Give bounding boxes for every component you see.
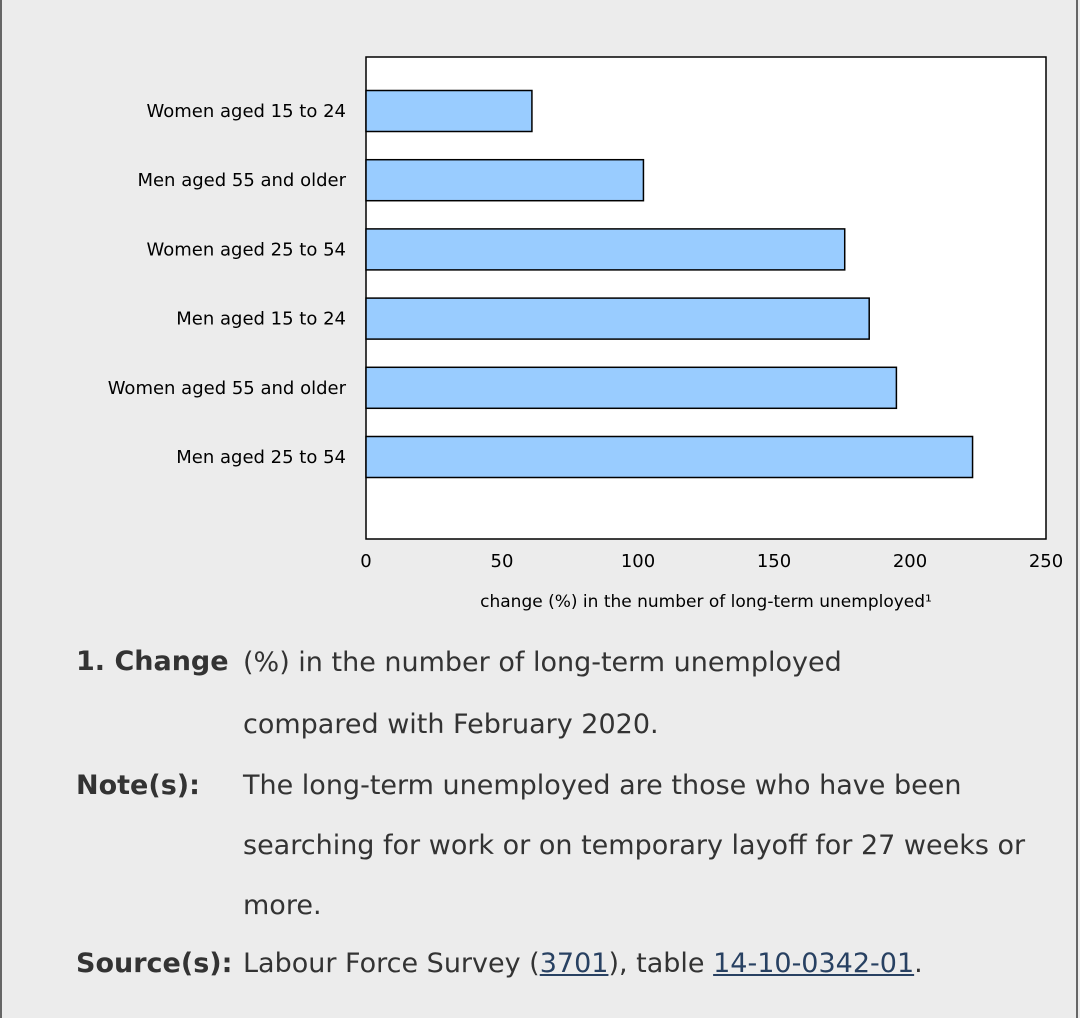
notes-text: The long-term unemployed are those who have been searching for work or on temporary layoff for 27 weeks or more. <box>243 770 1026 921</box>
x-tick-label: 50 <box>490 551 514 572</box>
source-prefix: Labour Force Survey ( <box>243 948 540 979</box>
x-tick-label: 150 <box>756 551 792 572</box>
source-text <box>243 934 1036 994</box>
survey-3701-link[interactable]: 3701 <box>539 948 609 979</box>
bar-4 <box>366 367 896 408</box>
x-tick-label: 0 <box>360 551 372 572</box>
category-label: Women aged 15 to 24 <box>146 101 346 122</box>
source-suffix: . <box>914 948 923 979</box>
source-label: Source(s): <box>76 948 233 979</box>
footnote-1-line1: (%) in the number of long-term unemployed <box>243 647 842 678</box>
x-tick-label: 250 <box>1028 551 1064 572</box>
category-label: Men aged 25 to 54 <box>176 447 346 468</box>
table-14-10-0342-01-link[interactable]: 14-10-0342-01 <box>713 948 915 979</box>
bar-3 <box>366 298 869 339</box>
footnote-1-text <box>243 632 1036 756</box>
source-row <box>76 934 1036 994</box>
notes-row <box>76 756 1036 936</box>
footnote-1-label: 1. Change <box>76 646 229 677</box>
category-label: Women aged 55 and older <box>107 377 346 399</box>
bar-1 <box>366 160 643 201</box>
x-tick-label: 200 <box>892 551 928 572</box>
bar-0 <box>366 91 532 132</box>
chart-notes <box>76 632 1036 994</box>
bar-2 <box>366 229 845 270</box>
x-axis-title: change (%) in the number of long-term unemployed¹ <box>480 592 932 612</box>
x-tick-label: 100 <box>620 551 656 572</box>
footnote-1-line2: compared with February 2020. <box>243 709 659 740</box>
category-label: Men aged 15 to 24 <box>176 308 346 330</box>
category-label: Women aged 25 to 54 <box>146 239 346 261</box>
bar-5 <box>366 437 973 478</box>
category-label: Men aged 55 and older <box>137 170 346 192</box>
notes-label: Note(s): <box>76 770 200 801</box>
footnote-1 <box>76 632 1036 756</box>
source-middle: ), table <box>608 948 714 979</box>
